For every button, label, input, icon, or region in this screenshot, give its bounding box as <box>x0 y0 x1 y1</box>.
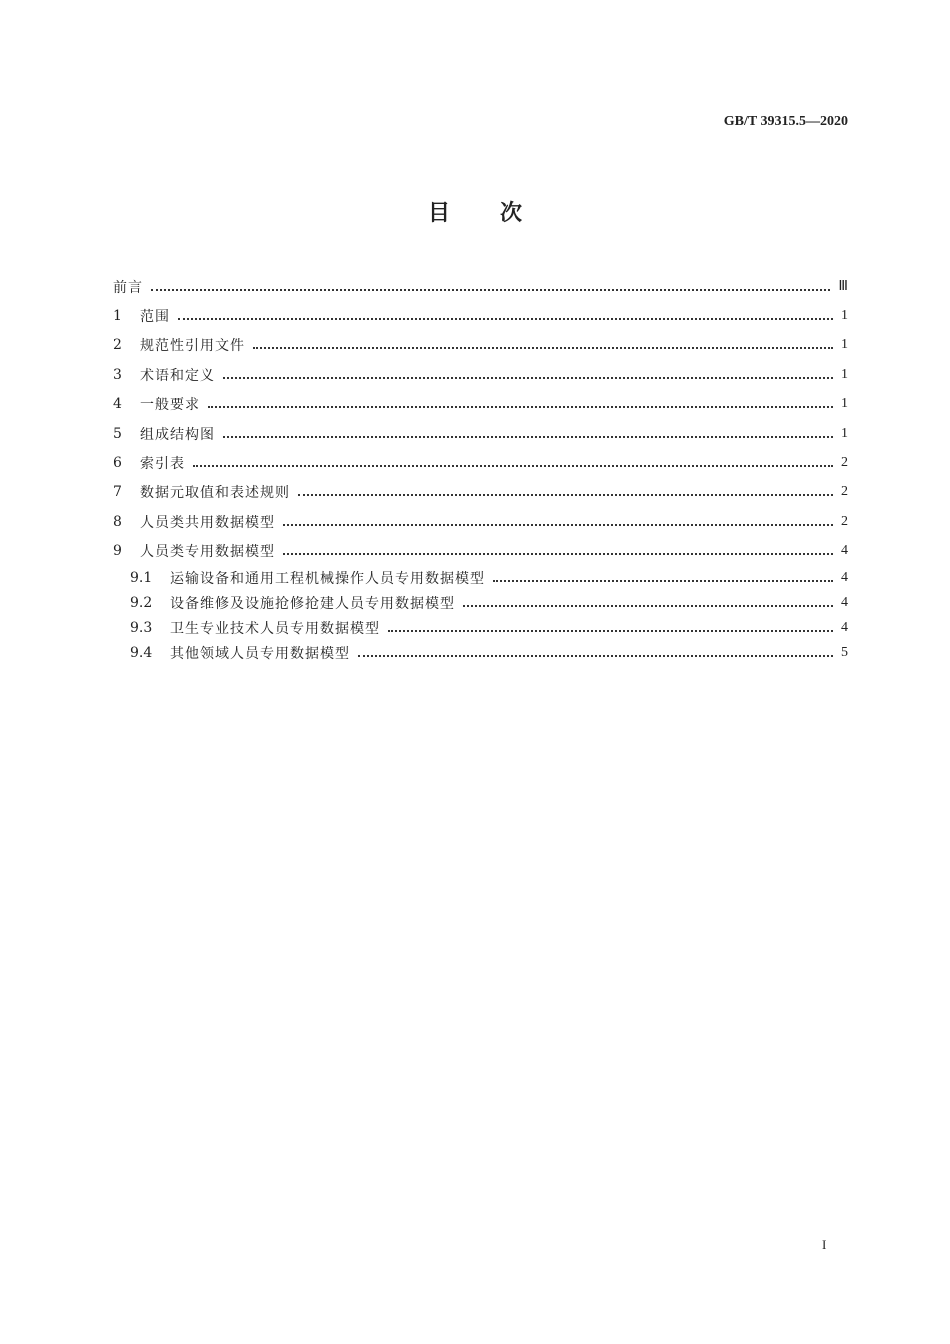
dot-leader <box>223 436 833 438</box>
toc-label: 其他领域人员专用数据模型 <box>170 646 350 663</box>
dot-leader <box>151 289 830 291</box>
toc-label: 运输设备和通用工程机械操作人员专用数据模型 <box>170 571 485 588</box>
toc-page: 1 <box>841 337 848 353</box>
toc-entry[interactable] <box>113 641 848 666</box>
dot-leader <box>253 347 833 349</box>
toc-page: 1 <box>841 425 848 441</box>
dot-leader <box>193 465 833 467</box>
toc-number: 9.2 <box>130 595 153 612</box>
toc-page: 2 <box>841 513 848 529</box>
toc-number: 1 <box>113 308 122 325</box>
toc-entry[interactable] <box>113 331 848 360</box>
toc-number: 9.4 <box>130 645 153 662</box>
toc-page: 4 <box>841 620 848 636</box>
toc-number: 2 <box>113 337 122 354</box>
toc-page: 4 <box>841 543 848 559</box>
toc-entry[interactable] <box>113 616 848 641</box>
toc-page: 1 <box>841 396 848 412</box>
toc-number: 9 <box>113 543 122 560</box>
toc-number: 7 <box>113 484 122 501</box>
page-title: 目次 <box>427 200 572 226</box>
toc-number: 9.3 <box>130 620 153 637</box>
toc-number: 3 <box>113 366 122 383</box>
toc-entry[interactable] <box>113 591 848 616</box>
toc-entry[interactable] <box>113 507 848 536</box>
dot-leader <box>463 605 833 607</box>
toc-entry[interactable] <box>113 419 848 448</box>
page-number: I <box>822 1237 827 1252</box>
dot-leader <box>283 553 833 555</box>
toc-number: 6 <box>113 455 122 472</box>
toc-page: 2 <box>841 484 848 500</box>
toc-page: 4 <box>841 595 848 611</box>
toc-label: 前言 <box>113 279 143 296</box>
toc-page: 2 <box>841 455 848 471</box>
dot-leader <box>178 318 833 320</box>
toc-page: Ⅲ <box>838 279 848 295</box>
toc-label: 范围 <box>140 309 170 326</box>
toc-label: 规范性引用文件 <box>140 338 245 355</box>
dot-leader <box>493 580 833 582</box>
toc-label: 数据元取值和表述规则 <box>140 485 290 502</box>
dot-leader <box>283 524 833 526</box>
toc-page: 5 <box>841 645 848 661</box>
toc-label: 人员类专用数据模型 <box>140 544 275 561</box>
toc-page: 1 <box>841 308 848 324</box>
toc-page: 4 <box>841 570 848 586</box>
toc-page: 1 <box>841 366 848 382</box>
standard-number: GB/T 39315.5—2020 <box>723 114 848 129</box>
toc-entry[interactable] <box>113 272 848 301</box>
table-of-contents <box>113 272 848 666</box>
toc-entry[interactable] <box>113 537 848 566</box>
dot-leader <box>208 406 833 408</box>
toc-entry[interactable] <box>113 566 848 591</box>
dot-leader <box>388 630 833 632</box>
toc-number: 5 <box>113 425 122 442</box>
toc-label: 一般要求 <box>140 397 200 414</box>
toc-label: 设备维修及设施抢修抢建人员专用数据模型 <box>170 596 455 613</box>
dot-leader <box>298 494 833 496</box>
toc-entry[interactable] <box>113 390 848 419</box>
toc-number: 8 <box>113 513 122 530</box>
dot-leader <box>223 377 833 379</box>
dot-leader <box>358 655 833 657</box>
toc-label: 卫生专业技术人员专用数据模型 <box>170 621 380 638</box>
toc-label: 人员类共用数据模型 <box>140 514 275 531</box>
toc-label: 术语和定义 <box>140 367 215 384</box>
toc-label: 索引表 <box>140 456 185 473</box>
toc-number: 9.1 <box>130 570 153 587</box>
toc-entry[interactable] <box>113 478 848 507</box>
toc-number: 4 <box>113 396 122 413</box>
toc-entry[interactable] <box>113 301 848 330</box>
toc-label: 组成结构图 <box>140 426 215 443</box>
toc-entry[interactable] <box>113 448 848 477</box>
toc-entry[interactable] <box>113 360 848 389</box>
